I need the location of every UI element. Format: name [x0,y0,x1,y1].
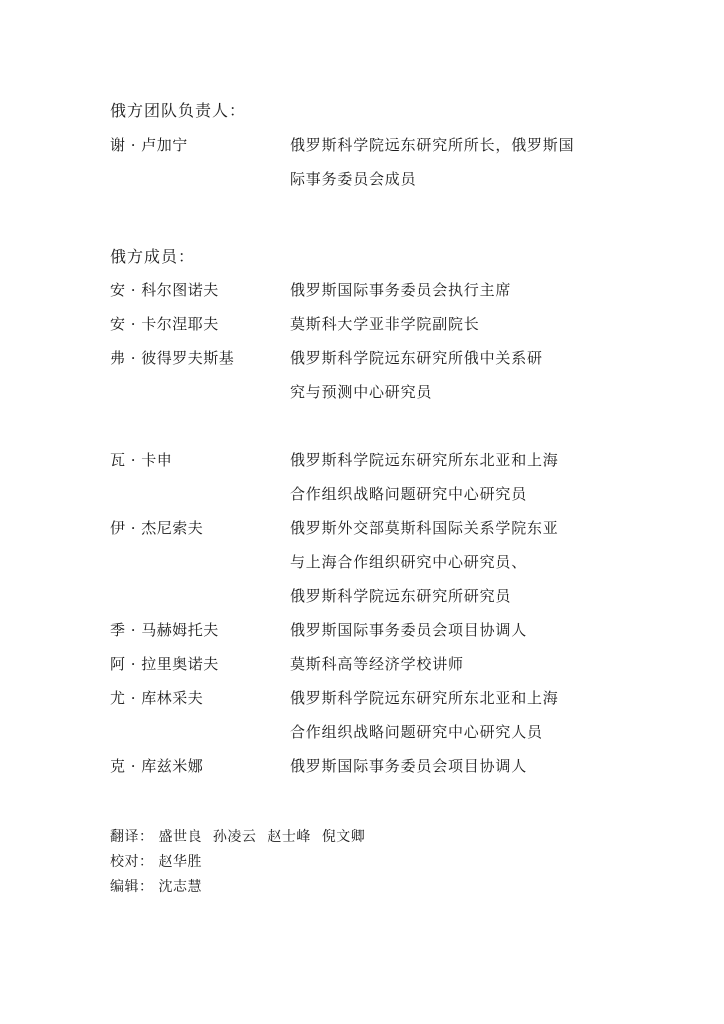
credit-label: 编辑： [110,879,154,895]
member-role-line: 莫斯科高等经济学校讲师 [290,655,464,673]
member-role-line: 际事务委员会成员 [290,170,417,188]
member-role-line: 合作组织战略问题研究中心研究人员 [290,723,543,741]
credit-person: 盛世良 [158,829,202,845]
member-role-line: 俄罗斯科学院远东研究所东北亚和上海 [290,451,559,469]
section-heading-members: 俄方成员： [110,247,196,266]
credit-person: 赵士峰 [267,829,311,845]
credit-label: 校对： [110,854,154,870]
credit-translation [110,826,365,846]
credit-label: 翻译： [110,829,154,845]
member-role-line: 俄罗斯外交部莫斯科国际关系学院东亚 [290,519,559,537]
member-name: 谢 · 卢加宁 [110,136,188,154]
member-name: 瓦 · 卡申 [110,451,173,469]
credit-person: 沈志慧 [158,879,202,895]
credit-proofread [110,851,202,871]
credit-person: 倪文卿 [321,829,366,845]
member-name: 阿 · 拉里奥诺夫 [110,655,219,673]
member-name: 尤 · 库林采夫 [110,689,204,707]
member-role-line: 俄罗斯国际事务委员会项目协调人 [290,757,528,775]
member-role-line: 俄罗斯国际事务委员会项目协调人 [290,621,528,639]
member-name: 季 · 马赫姆托夫 [110,621,219,639]
member-name: 弗 · 彼得罗夫斯基 [110,349,235,367]
member-name: 安 · 卡尔涅耶夫 [110,315,219,333]
member-role-line: 究与预测中心研究员 [290,383,433,401]
member-role-line: 俄罗斯科学院远东研究所东北亚和上海 [290,689,559,707]
member-role-line: 俄罗斯科学院远东研究所研究员 [290,587,512,605]
member-name: 克 · 库兹米娜 [110,757,204,775]
member-role-line: 俄罗斯科学院远东研究所所长，俄罗斯国 [290,136,575,154]
member-role-line: 俄罗斯科学院远东研究所俄中关系研 [290,349,543,367]
credit-editor [110,876,202,896]
credit-person: 赵华胜 [158,854,202,870]
member-role-line: 莫斯科大学亚非学院副院长 [290,315,480,333]
member-name: 安 · 科尔图诺夫 [110,281,219,299]
member-role-line: 与上海合作组织研究中心研究员、 [290,553,528,571]
section-heading-team-lead: 俄方团队负责人： [110,101,247,120]
credit-person: 孙凌云 [212,829,257,845]
member-name: 伊 · 杰尼索夫 [110,519,204,537]
member-role-line: 俄罗斯国际事务委员会执行主席 [290,281,512,299]
member-role-line: 合作组织战略问题研究中心研究员 [290,485,528,503]
